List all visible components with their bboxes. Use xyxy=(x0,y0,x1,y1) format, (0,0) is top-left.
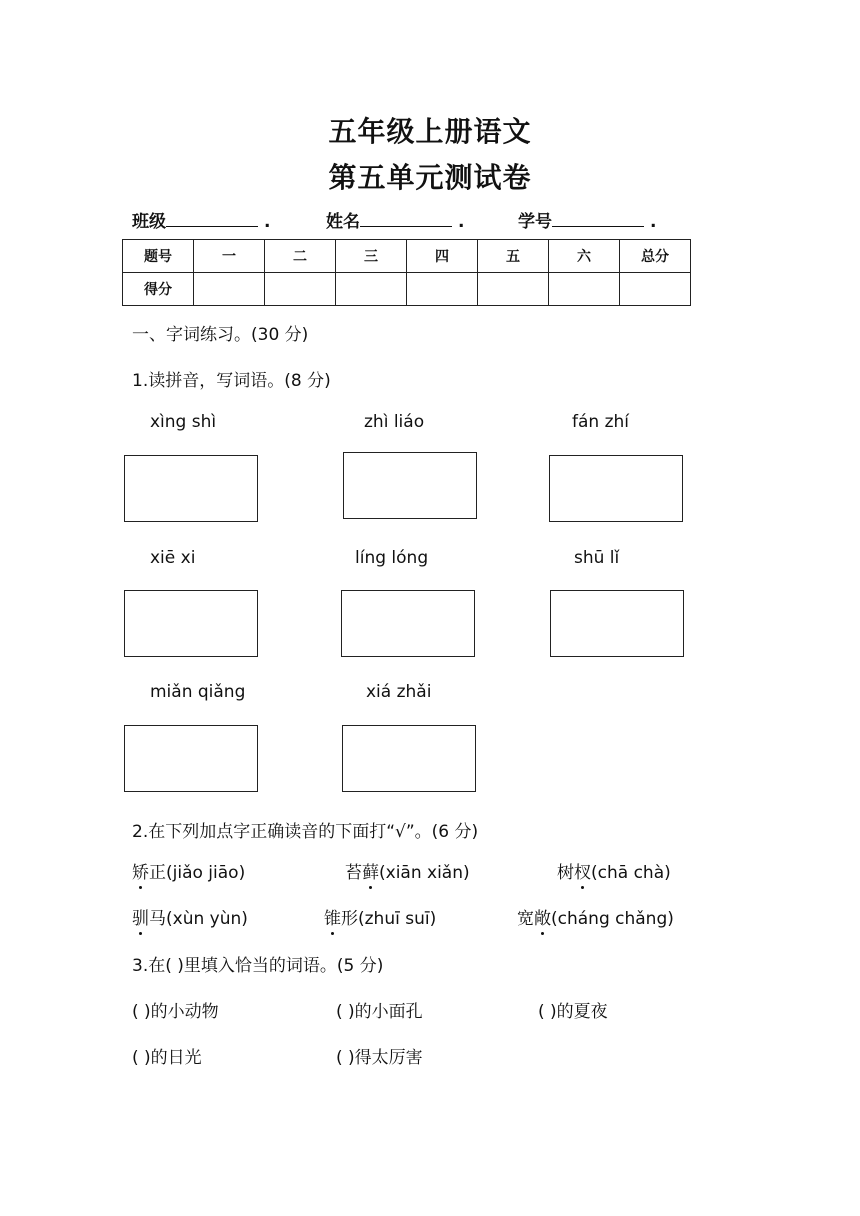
student-id-field[interactable] xyxy=(518,207,656,232)
score-cell[interactable] xyxy=(549,273,620,306)
item-options[interactable]: 形(zhuī suī) xyxy=(341,909,437,929)
class-label: 班级 xyxy=(132,212,166,232)
dotted-char: 锥 xyxy=(324,904,341,929)
pronunciation-item xyxy=(132,904,248,929)
q2-heading: 2.在下列加点字正确读音的下面打“√”。(6 分) xyxy=(132,822,479,842)
dotted-char: 敞 xyxy=(534,904,551,929)
name-blank[interactable] xyxy=(360,210,452,227)
pinyin-label: xìng shì xyxy=(150,412,217,432)
score-cell[interactable] xyxy=(265,273,336,306)
q3-heading: 3.在( )里填入恰当的词语。(5 分) xyxy=(132,956,384,976)
item-prefix: 宽 xyxy=(517,909,534,929)
score-row xyxy=(123,273,691,306)
pinyin-label: miǎn qiǎng xyxy=(150,682,246,702)
answer-box[interactable] xyxy=(550,590,684,657)
answer-box[interactable] xyxy=(343,452,477,519)
page-title: 五年级上册语文 xyxy=(328,115,532,148)
pinyin-label: xiá zhǎi xyxy=(366,682,432,702)
fill-blank-item[interactable]: ( )的小动物 xyxy=(132,1002,219,1022)
answer-box[interactable] xyxy=(124,590,258,657)
item-options[interactable]: (cháng chǎng) xyxy=(551,909,674,929)
item-prefix: 苔 xyxy=(345,863,362,883)
pronunciation-item xyxy=(324,904,436,929)
header-cell: 三 xyxy=(336,240,407,273)
fill-blank-item[interactable]: ( )得太厉害 xyxy=(336,1048,423,1068)
pinyin-label: fán zhí xyxy=(572,412,630,432)
score-cell[interactable] xyxy=(478,273,549,306)
dotted-char: 矫 xyxy=(132,858,149,883)
dotted-char: 藓 xyxy=(362,858,379,883)
answer-box[interactable] xyxy=(124,455,258,522)
score-cell[interactable] xyxy=(620,273,691,306)
dotted-char: 杈 xyxy=(574,858,591,883)
header-cell: 二 xyxy=(265,240,336,273)
dotted-char: 驯 xyxy=(132,904,149,929)
fill-blank-item[interactable]: ( )的夏夜 xyxy=(538,1002,608,1022)
header-cell: 题号 xyxy=(123,240,194,273)
header-cell: 四 xyxy=(407,240,478,273)
student-id-blank[interactable] xyxy=(552,210,644,227)
item-options[interactable]: 正(jiǎo jiāo) xyxy=(149,863,246,883)
header-cell: 一 xyxy=(194,240,265,273)
pinyin-label: zhì liáo xyxy=(364,412,425,432)
student-id-label: 学号 xyxy=(518,212,552,232)
item-options[interactable]: (chā chà) xyxy=(591,863,671,883)
student-id-dot: . xyxy=(650,212,657,232)
score-row-label: 得分 xyxy=(123,273,194,306)
item-options[interactable]: (xiān xiǎn) xyxy=(379,863,470,883)
score-cell[interactable] xyxy=(194,273,265,306)
section-1-heading: 一、字词练习。(30 分) xyxy=(132,325,309,345)
pinyin-label: shū lǐ xyxy=(574,548,620,568)
name-field[interactable] xyxy=(326,207,464,232)
pronunciation-item xyxy=(557,858,671,883)
class-blank[interactable] xyxy=(166,210,258,227)
item-prefix: 树 xyxy=(557,863,574,883)
name-label: 姓名 xyxy=(326,212,360,232)
answer-box[interactable] xyxy=(124,725,258,792)
header-cell: 五 xyxy=(478,240,549,273)
pronunciation-item xyxy=(345,858,470,883)
answer-box[interactable] xyxy=(341,590,475,657)
item-options[interactable]: 马(xùn yùn) xyxy=(149,909,248,929)
fill-blank-item[interactable]: ( )的日光 xyxy=(132,1048,202,1068)
header-cell: 总分 xyxy=(620,240,691,273)
score-table xyxy=(122,239,691,306)
answer-box[interactable] xyxy=(342,725,476,792)
pronunciation-item xyxy=(517,904,674,929)
pinyin-label: xiē xi xyxy=(150,548,196,568)
pinyin-label: líng lóng xyxy=(355,548,429,568)
score-cell[interactable] xyxy=(336,273,407,306)
header-cell: 六 xyxy=(549,240,620,273)
q1-heading: 1.读拼音，写词语。(8 分) xyxy=(132,371,331,391)
fill-blank-item[interactable]: ( )的小面孔 xyxy=(336,1002,423,1022)
answer-box[interactable] xyxy=(549,455,683,522)
score-cell[interactable] xyxy=(407,273,478,306)
class-field[interactable] xyxy=(132,207,270,232)
page-subtitle: 第五单元测试卷 xyxy=(328,161,532,194)
name-dot: . xyxy=(458,212,465,232)
pronunciation-item xyxy=(132,858,245,883)
class-dot: . xyxy=(264,212,271,232)
score-header-row xyxy=(123,240,691,273)
